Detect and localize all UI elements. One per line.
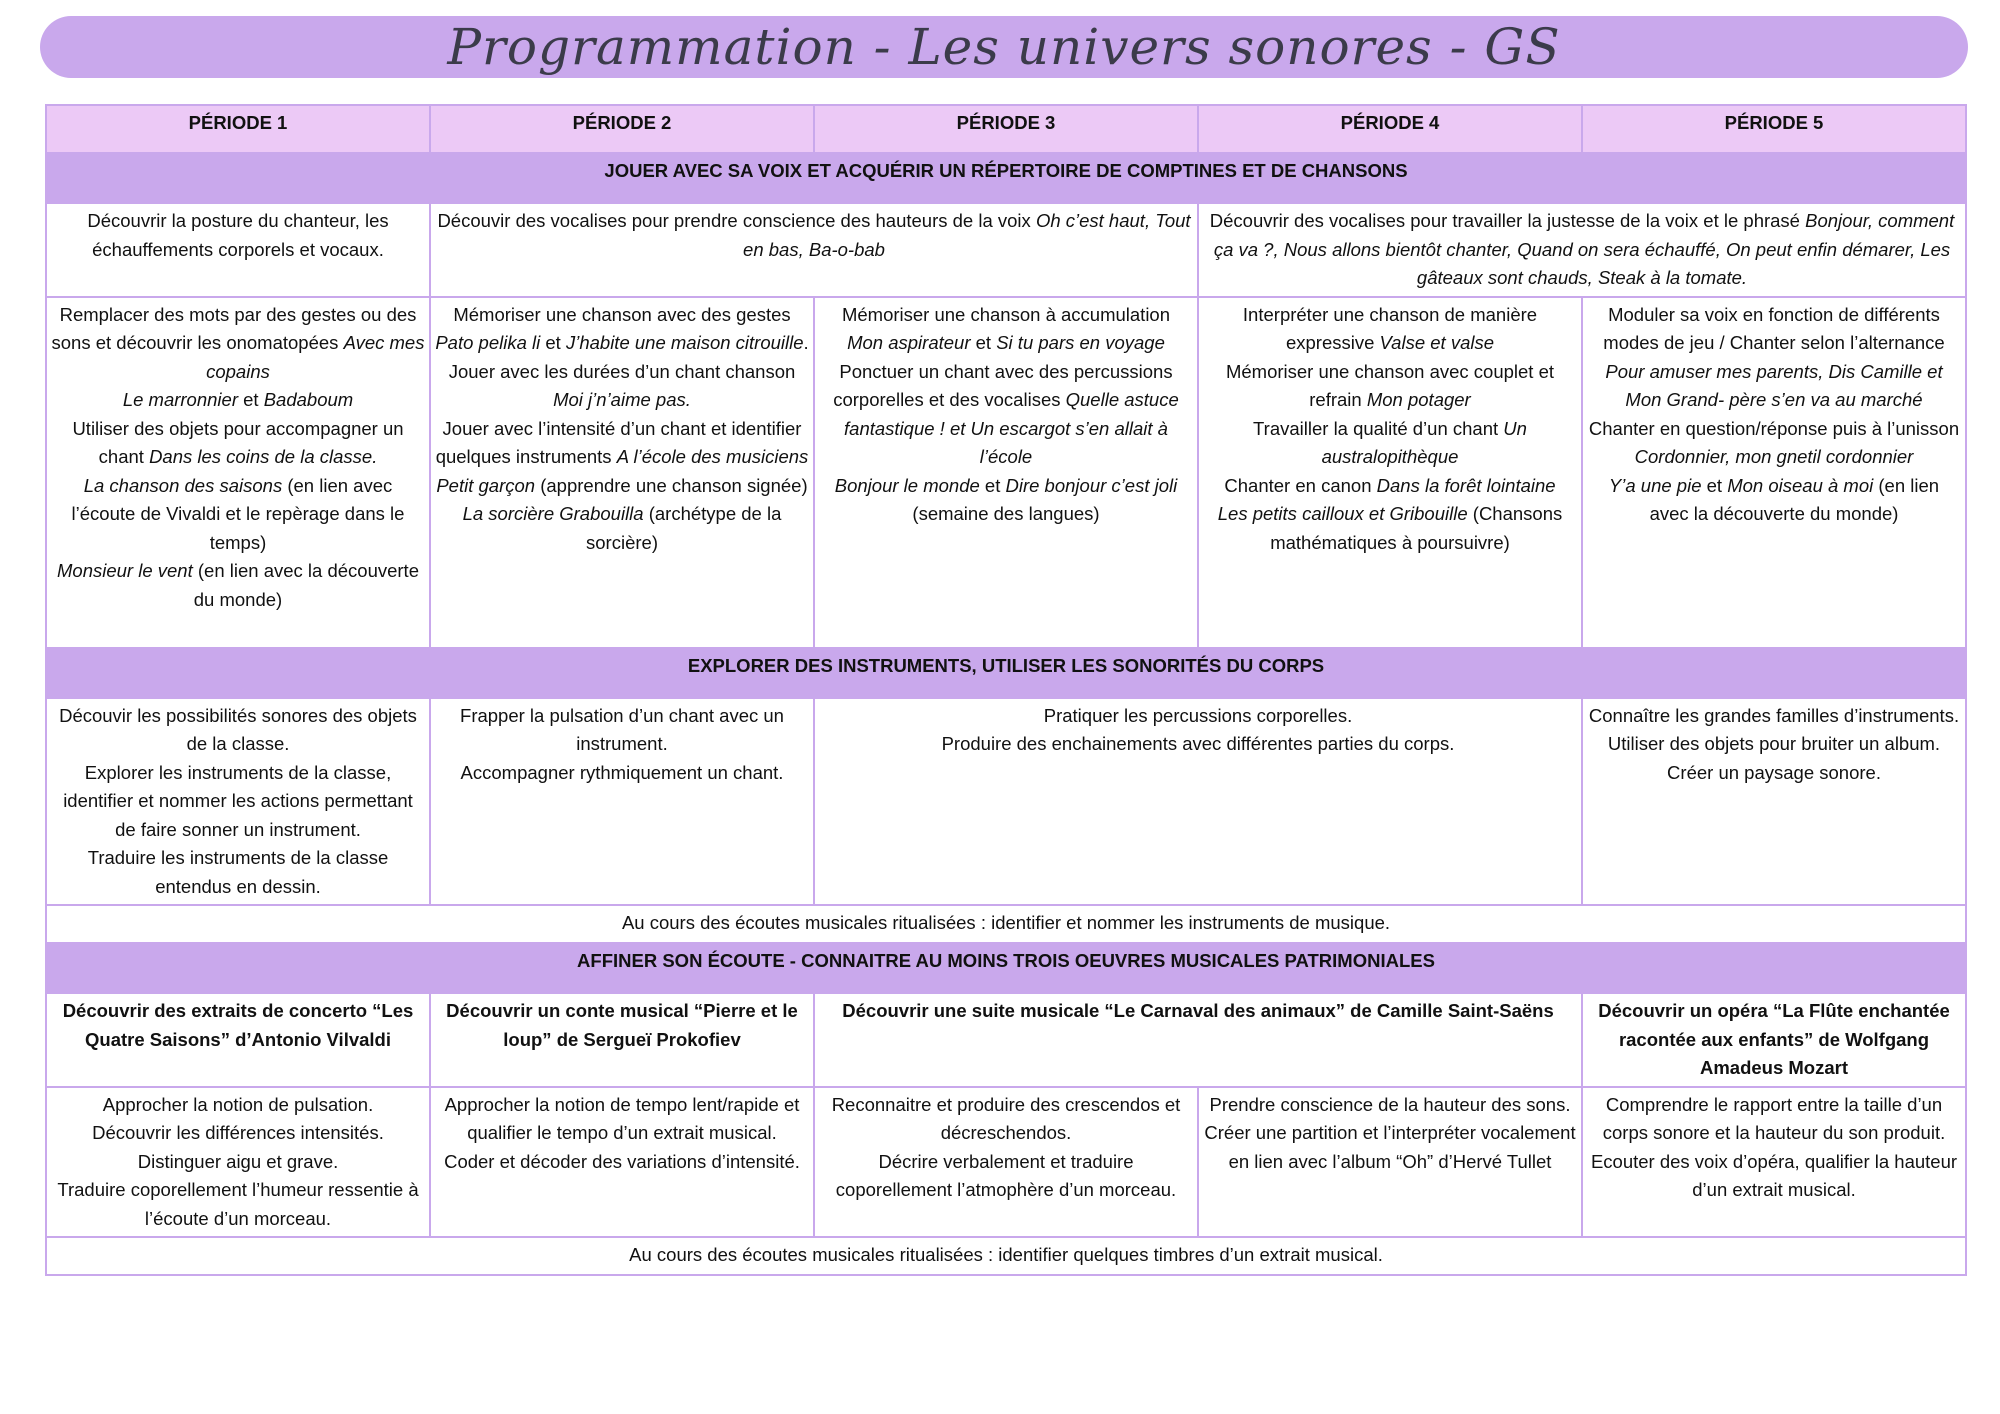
note-row <box>46 905 1966 943</box>
cell-p1 <box>46 1087 430 1238</box>
cell-p4-p5 <box>1198 203 1966 297</box>
ritual-listening-note: Au cours des écoutes musicales ritualisées : identifier quelques timbres d’un extrait musical. <box>46 1237 1966 1275</box>
list-item <box>819 472 1193 501</box>
cell-text: Utiliser des objets pour accompagner un chant <box>72 417 404 467</box>
song-title: Mon aspirateur <box>847 332 971 353</box>
list-item <box>51 415 425 472</box>
song-title: Dans les coins de la classe. <box>149 446 378 467</box>
list-item <box>1587 472 1961 529</box>
cell-p5 <box>1582 297 1966 648</box>
cell-p3-p4 <box>814 698 1582 906</box>
song-title: Mon oiseau à moi <box>1727 474 1874 496</box>
cell-text: et <box>540 332 566 353</box>
list-item: Mémoriser une chanson à accumulation <box>841 303 1171 325</box>
song-title: Mon potager <box>1366 389 1471 410</box>
cell-p1 <box>46 698 430 906</box>
list-item: Produire des enchainements avec différentes parties du corps. <box>941 733 1455 754</box>
list-item: Décrire verbalement et traduire coporellement l’atmophère d’un morceau. <box>835 1150 1177 1200</box>
list-item: Reconnaitre et produire des crescendos et décreschendos. <box>831 1093 1181 1143</box>
song-titles: Oh c’est haut, Tout en bas, Ba-o-bab <box>743 210 1191 260</box>
period-header: PÉRIODE 5 <box>1582 105 1966 153</box>
cell-text: (archétype de la sorcière) <box>586 503 782 553</box>
list-item: Approcher la notion de tempo lent/rapide et qualifier le tempo d’un extrait musical. <box>444 1093 800 1143</box>
work-p3-p4: Découvrir une suite musicale “Le Carnaval des animaux” de Camille Saint-Saëns <box>814 993 1582 1087</box>
song-title: Monsieur le vent <box>57 560 193 581</box>
cell-text: Remplacer des mots par des gestes ou des sons et découvrir les onomatopées <box>51 303 417 353</box>
song-title: Valse et valse <box>1379 332 1495 353</box>
list-item: Traduire les instruments de la classe entendus en dessin. <box>87 847 389 897</box>
period-header-row <box>46 105 1966 153</box>
song-title: J’habite une maison citrouille <box>565 332 804 353</box>
cell-text: et <box>970 332 997 353</box>
cell-p2-p3 <box>430 203 1198 297</box>
table-row <box>46 1087 1966 1238</box>
song-title: A l’école des musiciens <box>616 446 809 467</box>
list-item <box>435 415 809 472</box>
cell-p2 <box>430 698 814 906</box>
list-item <box>435 329 809 358</box>
list-item <box>435 500 809 557</box>
table-row <box>46 698 1966 906</box>
song-title: Les petits cailloux et Gribouille <box>1217 503 1468 524</box>
table-row <box>46 297 1966 648</box>
song-title: Y’a une pie <box>1608 474 1702 496</box>
cell-text: Découvrir la posture du chanteur, les échauffements corporels et vocaux. <box>87 210 389 260</box>
list-item <box>51 386 425 415</box>
cell-text: Chanter en canon <box>1224 474 1377 496</box>
title-banner <box>40 16 1968 78</box>
list-item: Pour amuser mes parents, Dis Camille et Mon Grand- père s’en va au marché <box>1605 360 1943 410</box>
cell-p5 <box>1582 698 1966 906</box>
cell-p3 <box>814 1087 1198 1238</box>
cell-p4 <box>1198 1087 1582 1238</box>
list-item <box>1203 415 1577 472</box>
programming-table <box>45 104 1967 1276</box>
work-p5: Découvrir un opéra “La Flûte enchantée racontée aux enfants” de Wolfgang Amadeus Mozart <box>1582 993 1966 1087</box>
list-item: (semaine des langues) <box>912 503 1100 524</box>
ritual-listening-note: Au cours des écoutes musicales ritualisées : identifier et nommer les instruments de musique. <box>46 905 1966 943</box>
song-title: Moi j’n’aime pas. <box>553 389 691 410</box>
list-item <box>1203 500 1577 557</box>
song-title: Bonjour le monde <box>834 474 980 496</box>
cell-text: Jouer avec l’intensité d’un chant et identifier quelques instruments <box>435 417 802 467</box>
song-title: Un australopithèque <box>1321 417 1527 467</box>
list-item: Découvrir les différences intensités. <box>92 1122 384 1143</box>
cell-text: et <box>979 474 1006 496</box>
song-title: La chanson des saisons <box>83 474 283 496</box>
cell-p1 <box>46 203 430 297</box>
section-heading-instruments: EXPLORER DES INSTRUMENTS, UTILISER LES SONORITÉS DU CORPS <box>46 648 1966 698</box>
list-item: Créer un paysage sonore. <box>1667 761 1881 783</box>
song-title: Badaboum <box>263 389 354 410</box>
section-heading-row <box>46 943 1966 993</box>
cell-text: Découvir des vocalises pour prendre conscience des hauteurs de la voix <box>437 210 1036 231</box>
cell-p5 <box>1582 1087 1966 1238</box>
list-item <box>1203 358 1577 415</box>
cell-text: Jouer avec les durées d’un chant chanson <box>448 360 796 382</box>
section-heading-row <box>46 153 1966 203</box>
song-title: Avec mes copains <box>206 332 425 382</box>
list-item: Traduire coporellement l’humeur ressentie à l’écoute d’un morceau. <box>57 1179 419 1229</box>
list-item: Accompagner rythmiquement un chant. <box>460 761 784 783</box>
list-item: Comprendre le rapport entre la taille d’un corps sonore et la hauteur du son produit. <box>1602 1093 1946 1143</box>
list-item: Connaître les grandes familles d’instruments. <box>1588 704 1960 726</box>
list-item: Explorer les instruments de la classe, identifier et nommer les actions permettant de faire sonner un instrument. <box>63 761 413 840</box>
cell-text: . <box>803 332 809 353</box>
cell-text: et <box>237 389 264 410</box>
list-item <box>1587 415 1961 472</box>
list-item <box>435 472 809 501</box>
song-title: Petit garçon <box>436 474 536 496</box>
cell-p2 <box>430 1087 814 1238</box>
section-heading-voice: JOUER AVEC SA VOIX ET ACQUÉRIR UN RÉPERTOIRE DE COMPTINES ET DE CHANSONS <box>46 153 1966 203</box>
cell-text: (en lien avec la découverte du monde) <box>192 560 419 610</box>
song-title: La sorcière Grabouilla <box>462 503 644 524</box>
song-title: Cordonnier, mon gnetil cordonnier <box>1634 446 1914 467</box>
cell-p4 <box>1198 297 1582 648</box>
table-row <box>46 993 1966 1087</box>
period-header: PÉRIODE 2 <box>430 105 814 153</box>
list-item: Mémoriser une chanson avec des gestes <box>453 303 791 325</box>
section-heading-row <box>46 648 1966 698</box>
cell-p3 <box>814 297 1198 648</box>
list-item <box>1203 301 1577 358</box>
cell-text: (en lien avec la découverte du monde) <box>1649 474 1940 524</box>
note-row <box>46 1237 1966 1275</box>
song-title: Dire bonjour c’est joli <box>1005 474 1178 496</box>
song-titles: Bonjour, comment ça va ?, Nous allons bientôt chanter, Quand on sera échauffé, On peut enfin démarer, Les gâteaux sont chauds, Steak à la tomate. <box>1213 210 1955 288</box>
list-item: Découvir les possibilités sonores des objets de la classe. <box>59 704 417 754</box>
table-row <box>46 203 1966 297</box>
page-title: Programmation - Les univers sonores - GS <box>447 18 1561 76</box>
song-title: Dans la forêt lointaine <box>1376 474 1556 496</box>
list-item: Créer une partition et l’interpréter vocalement en lien avec l’album “Oh” d’Hervé Tullet <box>1204 1122 1576 1172</box>
song-title: Quelle astuce fantastique ! et Un escargot s’en allait à l’école <box>844 389 1179 467</box>
list-item <box>51 557 425 614</box>
list-item <box>1203 472 1577 501</box>
list-item: Utiliser des objets pour bruiter un album. <box>1607 733 1941 754</box>
period-header: PÉRIODE 1 <box>46 105 430 153</box>
list-item: Frapper la pulsation d’un chant avec un instrument. <box>460 704 784 754</box>
cell-text: Chanter en question/réponse puis à l’unisson <box>1588 417 1960 439</box>
section-heading-listening: AFFINER SON ÉCOUTE - CONNAITRE AU MOINS TROIS OEUVRES MUSICALES PATRIMONIALES <box>46 943 1966 993</box>
period-header: PÉRIODE 3 <box>814 105 1198 153</box>
period-header: PÉRIODE 4 <box>1198 105 1582 153</box>
list-item: Pratiquer les percussions corporelles. <box>1043 704 1353 726</box>
list-item: Ecouter des voix d’opéra, qualifier la hauteur d’un extrait musical. <box>1590 1150 1958 1200</box>
list-item: Distinguer aigu et grave. <box>137 1150 339 1172</box>
cell-text: et <box>1701 474 1728 496</box>
cell-text: Ponctuer un chant avec des percussions corporelles et des vocalises <box>833 360 1173 410</box>
cell-text: Mémoriser une chanson avec couplet et refrain <box>1225 360 1555 410</box>
cell-text: Interpréter une chanson de manière expressive <box>1242 303 1538 353</box>
list-item <box>51 301 425 387</box>
song-title: Pato pelika li <box>435 332 541 353</box>
list-item <box>819 329 1193 358</box>
list-item <box>819 358 1193 472</box>
cell-text: Découvrir des vocalises pour travailler la justesse de la voix et le phrasé <box>1209 210 1806 231</box>
cell-text: (en lien avec l’écoute de Vivaldi et le repèrage dans le temps) <box>71 474 405 553</box>
work-p2: Découvrir un conte musical “Pierre et le loup” de Sergueï Prokofiev <box>430 993 814 1087</box>
list-item <box>51 472 425 558</box>
cell-p1 <box>46 297 430 648</box>
list-item <box>435 358 809 415</box>
cell-p2 <box>430 297 814 648</box>
song-title: Le marronnier <box>122 389 238 410</box>
cell-text: (Chansons mathématiques à poursuivre) <box>1270 503 1563 553</box>
song-title: Si tu pars en voyage <box>996 332 1165 353</box>
cell-text: Travailler la qualité d’un chant <box>1253 417 1504 439</box>
list-item: Moduler sa voix en fonction de différents modes de jeu / Chanter selon l’alternance <box>1603 303 1945 353</box>
work-p1: Découvrir des extraits de concerto “Les Quatre Saisons” d’Antonio Vilvaldi <box>46 993 430 1087</box>
cell-text: (apprendre une chanson signée) <box>535 474 808 496</box>
list-item: Approcher la notion de pulsation. <box>102 1093 374 1115</box>
list-item: Coder et décoder des variations d’intensité. <box>444 1150 800 1172</box>
list-item: Prendre conscience de la hauteur des sons. <box>1209 1093 1571 1115</box>
